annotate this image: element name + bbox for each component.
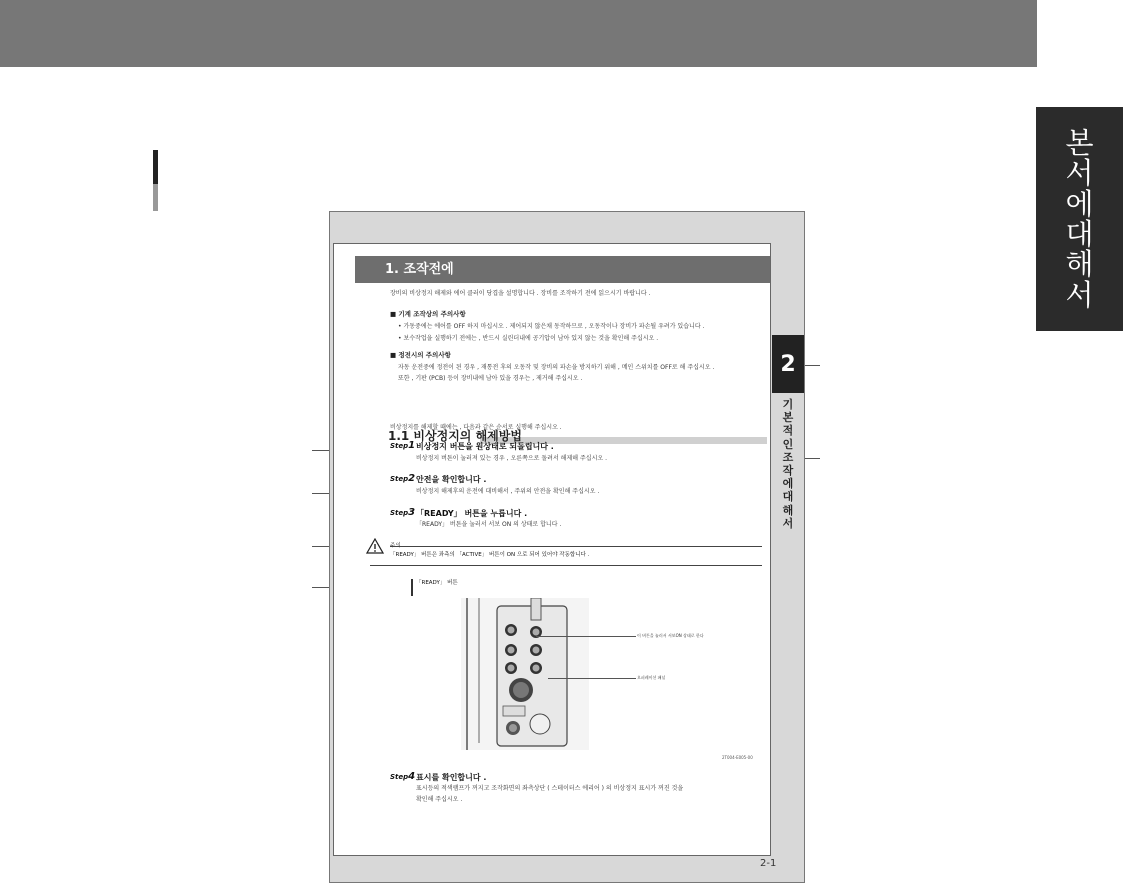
figure-code: 2T004-E005-00 — [722, 755, 753, 760]
callout-line-1 — [536, 636, 636, 637]
subsection-intro: 비상정지를 해제할 때에는 , 다음과 같은 순서로 실행해 주십시오 . — [390, 424, 562, 431]
warning-icon — [366, 538, 384, 554]
section2-line-2: 또한 , 기판 (PCB) 등이 장비내에 남아 있을 경우는 , 제거해 주십시오 . — [398, 375, 583, 382]
step4-title: 표시를 확인합니다 . — [416, 773, 487, 782]
step1-label: Step1 — [390, 440, 416, 451]
intro-text: 장비의 비상정지 해제와 에어 클러이 당겹을 설명합니다 . 장비를 조작하기 전에 읽으시기 바랍니다 . — [390, 290, 651, 297]
section2-heading: ■ 정전시의 주의사항 — [390, 351, 451, 359]
step2-label: Step2 — [390, 473, 416, 484]
step2-desc: 비상정지 해제후의 운전에 대비해서 , 주위의 안전을 확인해 주십시오 . — [416, 488, 600, 495]
step4-desc-line-1: 표시등의 적색램프가 꺼지고 조작화면의 좌측상단 ( 스테이터스 에리어 ) 의 비상정지 표시가 꺼진 것을 — [416, 785, 684, 792]
section1-bullet-2: • 보수작업을 실행하기 전에는 , 반드시 실린더내에 공기압이 남아 있지 않는 것을 확인해 주십시오 . — [398, 335, 659, 342]
step2-title: 안전을 확인합니다 . — [416, 475, 487, 484]
section-marker-dark — [153, 150, 158, 184]
chapter-side-tab[interactable] — [1036, 107, 1123, 331]
side-tab-label: 본서에 대해서 — [1065, 125, 1094, 312]
subsection-title: 1.1 비상정지의 해제방법 — [388, 429, 522, 443]
section2-line-1: 자동 운전중에 정전이 된 경우 , 재통전 후의 오동작 및 장비의 파손을 방지하기 위해 , 메인 스위치를 OFF로 해 주십시오 . — [398, 364, 715, 371]
step4-desc-line-2: 확인해 주십시오 . — [416, 796, 463, 803]
figure-marker — [411, 579, 413, 596]
caution-rule-top — [390, 546, 762, 547]
chapter-number-box: 2 — [772, 335, 804, 393]
step1-title: 비상정지 버튼을 원상태로 되돌립니다 . — [416, 442, 554, 451]
callout-line-2 — [548, 678, 636, 679]
section-marker-light — [153, 184, 158, 211]
caution-rule-bottom — [370, 565, 762, 566]
step3-title: 「READY」 버튼을 누릅니다 . — [416, 509, 528, 518]
callout-1: 이 버튼을 눌러서 서보ON 상태로 한다 — [637, 633, 704, 638]
chapter-title: 1. 조작전에 — [355, 256, 770, 283]
section1-bullet-1: • 가동중에는 에어를 OFF 하지 마십시오 . 제어되지 않은채 동작하므로 , 오동작이나 장비가 파손될 우려가 있습니다 . — [398, 323, 705, 330]
step3-desc: 「READY」 버튼을 눌러서 서보 ON 의 상태로 합니다 . — [416, 521, 562, 528]
step3-label: Step3 — [390, 507, 416, 518]
page-number: 2-1 — [760, 858, 777, 869]
caution-text: 「READY」 버튼은 좌측의 「ACTIVE」 버튼이 ON 으로 되어 있어야 작동합니다 . — [390, 552, 590, 558]
callout-2: 오퍼레이션 패널 — [637, 675, 666, 680]
header-bar — [0, 0, 1037, 67]
step4-label: Step4 — [390, 771, 416, 782]
section1-heading: ■ 기계 조작상의 주의사항 — [390, 310, 466, 318]
figure-caption: 「READY」 버튼 — [416, 580, 458, 586]
operation-panel-photo — [461, 598, 589, 750]
step1-desc: 비상정지 버튼이 눌러져 있는 경우 , 오른쪽으로 돌려서 해제해 주십시오 . — [416, 455, 607, 462]
chapter-vertical-label: 기본적인 조작에 대해서 — [782, 398, 794, 530]
